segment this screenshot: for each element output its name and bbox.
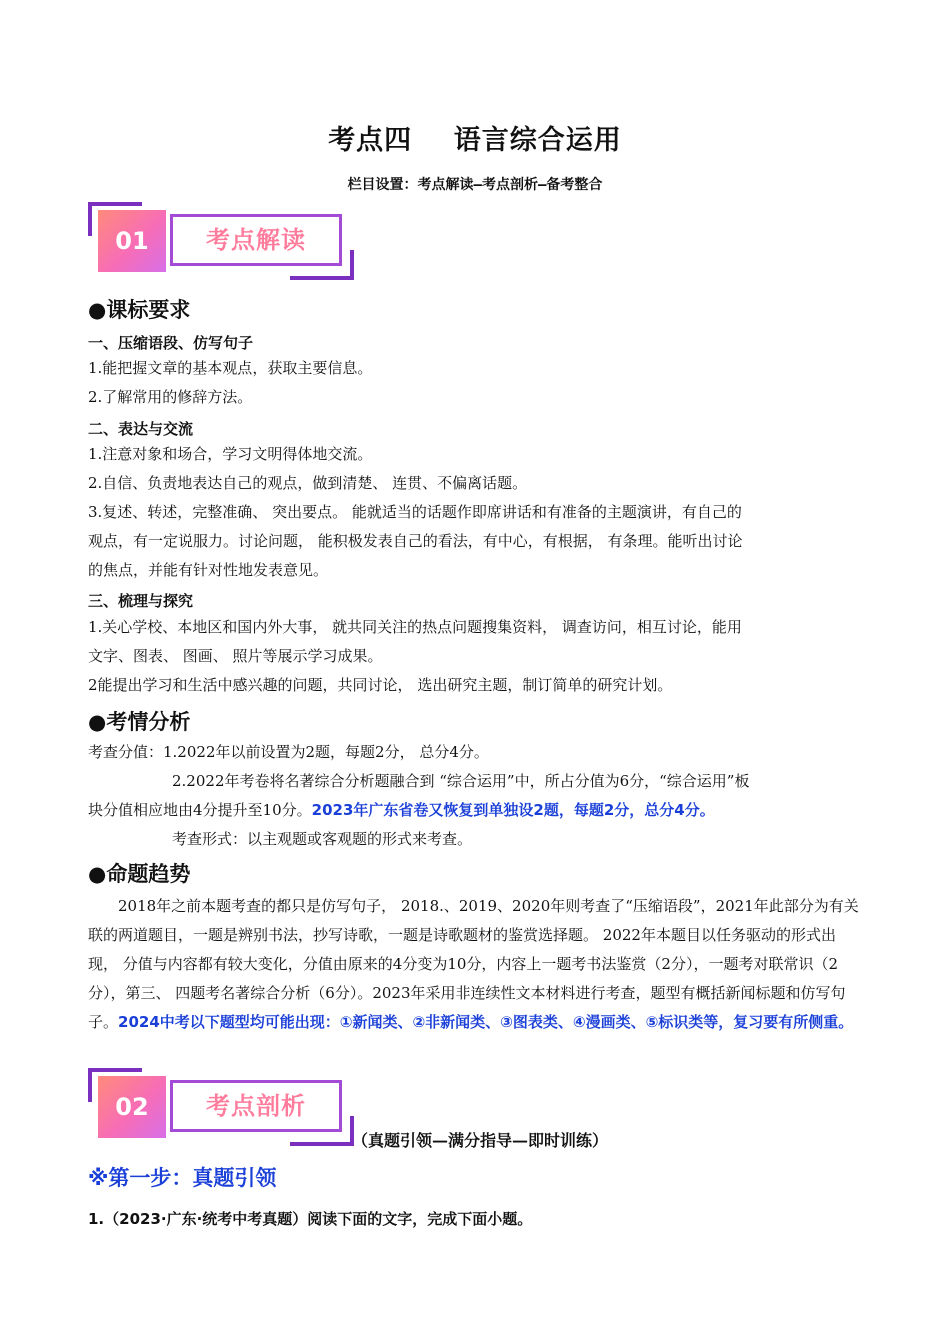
badge-note: （真题引领—满分指导—即时训练） (352, 1131, 609, 1150)
text-line: 考查分值：1.2022年以前设置为2题，每题2分， 总分4分。 (88, 743, 489, 761)
text-line (88, 796, 715, 825)
subheading-2: 二、表达与交流 (88, 420, 194, 438)
text-plain: 块分值相应地由4分提升至10分。 (88, 801, 312, 819)
subheading-3: 三、梳理与探究 (88, 592, 194, 610)
question-intro: 1.（2023·广东·统考中考真题）阅读下面的文字，完成下面小题。 (88, 1210, 533, 1228)
badge-number: 01 (98, 210, 166, 272)
text-plain: 2018年之前本题考查的都只是仿写句子， 2018.、2019、2020年则考查了“压缩语段”，2021年此部分为有关联的两道题目，一题是辨别书法，抄写诗歌，一题是诗歌题材的鉴赏选择题。 2022年本题目以任务驱动的形式出现， 分值与内容都有较大变化，分值由原来的4分变为10分，内容上一题考书法鉴赏（2分），一题考对联常识（2分），第三、 四题考名著综合分析（6分）。2023年采用非连续性文本材料进行考查，题型有概括新闻标题和仿写句子。 (88, 897, 859, 1031)
badge-label: 考点解读 (170, 214, 342, 266)
step-heading: ※第一步：真题引领 (88, 1166, 277, 1190)
trend-paragraph (88, 892, 864, 1037)
section-badge-02 (88, 1068, 358, 1150)
column-subtitle: 栏目设置：考点解读—考点剖析—备考整合 (347, 177, 603, 193)
text-line: 1.能把握文章的基本观点，获取主要信息。 (88, 359, 373, 377)
badge-number: 02 (98, 1076, 166, 1138)
text-line: 的焦点，并能有针对性地发表意见。 (88, 561, 329, 579)
text-line: 考查形式：以主观题或客观题的形式来考查。 (172, 830, 473, 848)
text-line: 1.注意对象和场合，学习文明得体地交流。 (88, 445, 373, 463)
text-line: 文字、图表、 图画、 照片等展示学习成果。 (88, 647, 383, 665)
section-badge-01 (88, 202, 358, 284)
text-line: 观点，有一定说服力。讨论问题， 能积极发表自己的看法，有中心，有根据， 有条理。能听出讨论 (88, 532, 743, 550)
heading-exam-analysis: ●考情分析 (88, 710, 191, 734)
text-line: 2.了解常用的修辞方法。 (88, 388, 253, 406)
text-line: 2.自信、负责地表达自己的观点，做到清楚、 连贯、不偏离话题。 (88, 474, 528, 492)
text-line: 1.关心学校、本地区和国内外大事， 就共同关注的热点问题搜集资料， 调查访问，相互讨论，能用 (88, 618, 742, 636)
heading-trend: ●命题趋势 (88, 862, 191, 886)
heading-curriculum: ●课标要求 (88, 298, 191, 322)
text-line: 2.2022年考卷将名著综合分析题融合到 “综合运用”中，所占分值为6分，“综合运用”板 (172, 772, 750, 790)
text-line: 2能提出学习和生活中感兴趣的问题，共同讨论， 选出研究主题，制订简单的研究计划。 (88, 676, 673, 694)
badge-label: 考点剖析 (170, 1080, 342, 1132)
page-title: 考点四 语言综合运用 (328, 125, 622, 156)
text-highlight: 2023年广东省卷又恢复到单独设2题，每题2分，总分4分。 (311, 801, 715, 819)
text-highlight: 2024中考以下题型均可能出现：①新闻类、②非新闻类、③图表类、④漫画类、⑤标识类等，复习要有所侧重。 (118, 1013, 854, 1031)
subheading-1: 一、压缩语段、仿写句子 (88, 334, 254, 352)
text-line: 3.复述、转述，完整准确、 突出要点。 能就适当的话题作即席讲话和有准备的主题演讲，有自己的 (88, 503, 742, 521)
